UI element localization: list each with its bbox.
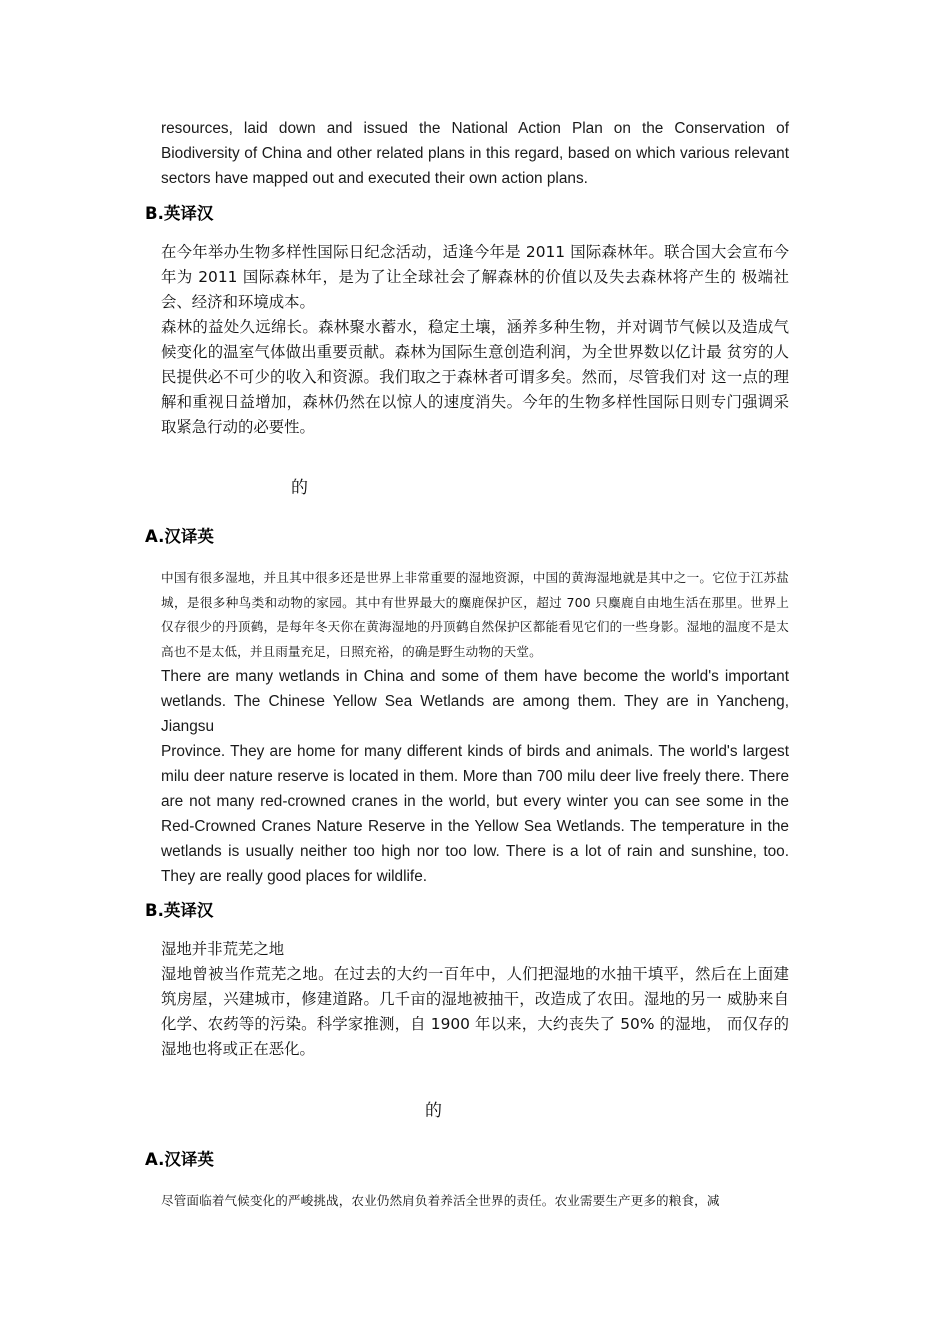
- heading-b-english-to-chinese: B.英译汉: [145, 204, 214, 223]
- english-paragraph-biodiversity-plan: resources, laid down and issued the National Action Plan on the Conservation of Biodiversity of China and other related plans in this regard, based on which various relevant sectors have mapped out and executed their own action plans.: [161, 120, 789, 187]
- chinese-paragraph-forest-benefits: 森林的益处久远绵长。森林聚水蓄水，稳定土壤，涵养多种生物，并对调节气候以及造成气候变化的温室气体做出重要贡献。森林为国际生意创造利润，为全世界数以亿计最 贫穷的人民提供必不可少的收入和资源。我们取之于森林者可谓多矣。然而，尽管我们对 这一点的理解和重视日益增加，森林仍然在以惊人的速度消失。今年的生物多样性国际日则专门强调采取紧急行动的必要性。: [161, 318, 789, 436]
- chinese-title-wetlands: 湿地并非荒芜之地: [161, 940, 285, 958]
- chinese-paragraph-wetlands: 湿地曾被当作荒芜之地。在过去的大约一百年中，人们把湿地的水抽干填平，然后在上面建筑房屋，兴建城市，修建道路。几千亩的湿地被抽干，改造成了农田。湿地的另一 威胁来自化学、农药等的污染。科学家推测，自 1900 年以来，大约丧失了 50% 的湿地， 而仅存的湿地也将或正在恶化。: [161, 965, 789, 1058]
- heading-b-english-to-chinese-2: B.英译汉: [145, 901, 214, 920]
- chinese-paragraph-forest-year: 在今年举办生物多样性国际日纪念活动，适逢今年是 2011 国际森林年。联合国大会宣布今年为 2011 国际森林年，是为了让全球社会了解森林的价值以及失去森林将产生的 极端社会、经济和环境成本。: [161, 243, 789, 311]
- english-translation-wetlands-part1: There are many wetlands in China and some of them have become the world's important wetlands. The Chinese Yellow Sea Wetlands are among them. They are in Yancheng, Jiangsu: [161, 668, 789, 735]
- separator-character: 的: [291, 478, 308, 498]
- chinese-source-wetlands: 中国有很多湿地，并且其中很多还是世界上非常重要的湿地资源，中国的黄海湿地就是其中之一。它位于江苏盐城，是很多种鸟类和动物的家园。其中有世界最大的麋鹿保护区，超过 700 只麋鹿自由地生活在那里。世界上仅存很少的丹顶鹤，是每年冬天你在黄海湿地的丹顶鹤自然保护区都能看见它们的一些身影。湿地的温度不是太高也不是太低，并且雨量充足，日照充裕，的确是野生动物的天堂。: [161, 570, 789, 659]
- heading-a-chinese-to-english-2: A.汉译英: [145, 1150, 214, 1169]
- separator-character-2: 的: [425, 1101, 442, 1121]
- heading-a-chinese-to-english: A.汉译英: [145, 527, 214, 546]
- english-translation-wetlands-part2: Province. They are home for many different kinds of birds and animals. The world's largest milu deer nature reserve is located in them. More than 700 milu deer live freely there. There are not many red-crowned cranes in the world, but every winter you can see some in the Red-Crowned Cranes Nature Reserve in the Yellow Sea Wetlands. The temperature in the wetlands is usually neither too high nor too low. There is a lot of rain and sunshine, too. They are really good places for wildlife.: [161, 743, 789, 885]
- chinese-source-agriculture: 尽管面临着气候变化的严峻挑战，农业仍然肩负着养活全世界的责任。农业需要生产更多的粮食，减: [161, 1193, 720, 1208]
